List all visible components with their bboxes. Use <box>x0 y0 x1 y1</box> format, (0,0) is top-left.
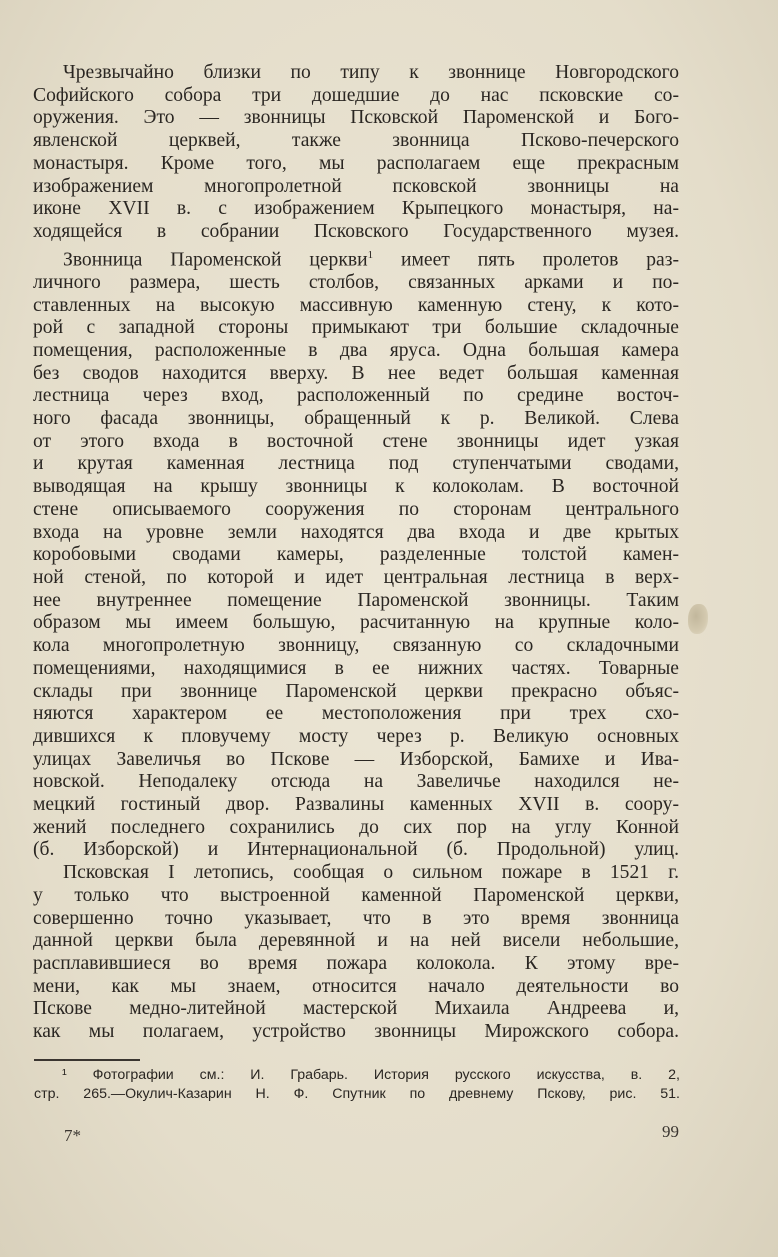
text-line: оружения. Это — звонницы Псковской Пароменской и Бого- <box>33 107 679 129</box>
text-line: расплавившиеся во время пожара колокола. К этому вре- <box>33 952 679 974</box>
text-line: мени, как мы знаем, относится начало деятельности во <box>33 975 679 997</box>
text-line: нее внутреннее помещение Пароменской звонницы. Таким <box>33 589 679 611</box>
text-line <box>33 244 679 272</box>
text-line: Пскове медно-литейной мастерской Михаила Андреева и, <box>33 998 679 1020</box>
footnote-line: ¹ Фотографии см.: И. Грабарь. История русского искусства, в. 2, <box>62 1067 680 1083</box>
paper-stain <box>688 604 708 634</box>
signature-mark: 7* <box>64 1126 81 1145</box>
text-line: дившихся к пловучему мосту через р. Великую основных <box>33 725 679 747</box>
text-line: Софийского собора три дошедшие до нас псковские со- <box>33 84 679 106</box>
text-line: от этого входа в восточной стене звонницы идет узкая <box>33 430 679 452</box>
text-line: помещения, расположенные в два яруса. Одна большая камера <box>33 339 679 361</box>
text-line: образом мы имеем большую, расчитанную на крупные коло- <box>33 612 679 634</box>
text-line: жений последнего сохранились до сих пор на углу Конной <box>33 816 679 838</box>
footnotes <box>34 1066 680 1104</box>
text-line: улицах Завеличья во Пскове — Изборской, Бамихе и Ива- <box>33 748 679 770</box>
text-line: лестница через вход, расположенный по средине восточ- <box>33 385 679 407</box>
footnote-divider <box>34 1059 140 1061</box>
text-line: и крутая каменная лестница под ступенчатыми сводами, <box>33 453 679 475</box>
text-line: совершенно точно указывает, что в это время звонница <box>33 907 679 929</box>
main-text <box>33 62 679 1044</box>
text-line: рой с западной стороны примыкают три большие складочные <box>33 317 679 339</box>
text-line: ходящейся в собрании Псковского Государственного музея. <box>33 220 679 242</box>
text-line: выводящая на крышу звонницы к колоколам. В восточной <box>33 476 679 498</box>
footnote-line: стр. 265.—Окулич-Казарин Н. Ф. Спутник по древнему Пскову, рис. 51. <box>34 1086 680 1102</box>
text-line: иконе XVII в. с изображением Крыпецкого монастыря, на- <box>33 198 679 220</box>
text-line: стене описываемого сооружения по сторонам центрального <box>33 498 679 520</box>
text-line: ного фасада звонницы, обращенный к р. Великой. Слева <box>33 408 679 430</box>
text-line: склады при звоннице Пароменской церкви прекрасно объяс- <box>33 680 679 702</box>
footnote-marker: 1 <box>367 248 374 261</box>
text-line: данной церкви была деревянной и на ней висели небольшие, <box>33 930 679 952</box>
text-line: как мы полагаем, устройство звонницы Мирожского собора. <box>33 1021 679 1043</box>
text-line: входа на уровне земли находятся два входа и две крытых <box>33 521 679 543</box>
text-line: изображением многопролетной псковской звонницы на <box>33 175 679 197</box>
text-line: у только что выстроенной каменной Пароменской церкви, <box>33 884 679 906</box>
text-line: ставленных на высокую массивную каменную стену, к кото- <box>33 294 679 316</box>
text-line: Псковская I летопись, сообщая о сильном пожаре в 1521 г. <box>63 862 679 884</box>
page-number: 99 <box>662 1122 679 1141</box>
text-line: (б. Изборской) и Интернациональной (б. Продольной) улиц. <box>33 839 679 861</box>
text-line: ной стеной, по которой и идет центральная лестница в верх- <box>33 567 679 588</box>
text-line: Чрезвычайно близки по типу к звоннице Новгородского <box>63 62 679 83</box>
text-line: без сводов находится вверху. В нее ведет большая каменная <box>33 362 679 384</box>
text-line: новской. Неподалеку отсюда на Завеличье находился не- <box>33 771 679 793</box>
text-line: кола многопролетную звонницу, связанную со складочными <box>33 635 679 657</box>
text-line: монастыря. Кроме того, мы располагаем еще прекрасным <box>33 152 679 174</box>
text-line: помещениями, находящимися в ее нижних частях. Товарные <box>33 657 679 679</box>
text-fragment: имеет пять пролетов раз- <box>373 249 679 271</box>
text-line: няются характером ее местоположения при трех схо- <box>33 703 679 725</box>
text-line: коробовыми сводами камеры, разделенные толстой камен- <box>33 544 679 566</box>
text-line: мецкий гостиный двор. Развалины каменных XVII в. соору- <box>33 794 679 816</box>
text-line: явленской церквей, также звонница Псково-печерского <box>33 130 679 152</box>
text-line: личного размера, шесть столбов, связанных арками и по- <box>33 271 679 293</box>
text-fragment: Звонница Пароменской церкви <box>63 249 368 271</box>
